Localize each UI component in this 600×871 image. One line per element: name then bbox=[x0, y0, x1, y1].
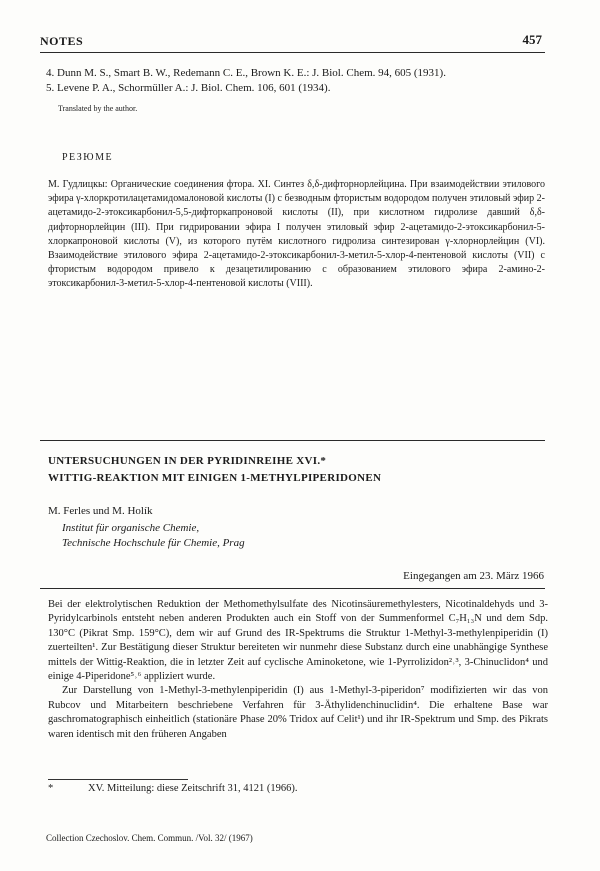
article-body bbox=[48, 598, 548, 742]
article-authors: M. Ferles und M. Holík bbox=[48, 505, 153, 517]
reference-5: 5. Levene P. A., Schormüller A.: J. Biol. Chem. 106, 601 (1934). bbox=[46, 82, 331, 94]
footnote bbox=[48, 783, 298, 794]
summary-heading: РЕЗЮМЕ bbox=[62, 152, 114, 163]
summary-paragraph bbox=[48, 178, 545, 292]
reference-4: 4. Dunn M. S., Smart B. W., Redemann C. E., Brown K. E.: J. Biol. Chem. 94, 605 (1931). bbox=[46, 67, 446, 79]
page-number: 457 bbox=[522, 32, 542, 47]
translation-note: Translated by the author. bbox=[58, 104, 138, 113]
affiliation-institute: Institut für organische Chemie, bbox=[62, 522, 200, 534]
summary-text: М. Гудлицкы: Органические соединения фтора. XI. Синтез δ,δ-дифторнорлейцина. При взаимодействии этилового эфира γ-хлоркротилацетамидомалоновой кислоты (I) с безводным фтористым водородом получен этиловый эфир 2-ацетамидо-2-этоксикарбонил-5,5-дифторкапроновой кислоты (II), при кислотном гидролизе давший δ,δ-дифторнорлейцин (III). При гидрировании эфира I получен этиловый эфир 2-ацетамидо-2-этоксикарбонил-5-хлоркапроновой кислоты (V), из которого путём кислотного гидролиза синтезирован γ-хлорнорлейцин (VI). Взаимодействие этилового эфира 2-ацетамидо-2-этоксикарбонил-3-метил-5-хлор-4-пентеновой кислоты (VII) с фтористым водородом привело к дезацетилированию с образованием этилового эфира 2-амино-2-этоксикарбонил-3-метил-5-хлор-4-пентеновой кислоты (VIII). bbox=[48, 179, 545, 290]
affiliation-school: Technische Hochschule für Chemie, Prag bbox=[62, 537, 245, 549]
article-title-line2: WITTIG-REAKTION MIT EINIGEN 1-METHYLPIPERIDONEN bbox=[48, 472, 382, 484]
body-paragraph-2: Zur Darstellung von 1-Methyl-3-methylenpiperidin (I) aus 1-Methyl-3-piperidon⁷ modifizierten wir das von Rubcov und Mitarbeitern beschriebene Verfahren für 3-Äthylidenchinuclidin⁴. Die erhaltene Base war gaschromatographisch einheitlich (stationäre Phase 20% Tridox auf Celit¹) und ihr IR-Spektrum und Smp. des Pikrats waren identisch mit den früheren Angaben bbox=[48, 685, 548, 740]
section-header: NOTES bbox=[40, 34, 84, 48]
body-paragraph-1: Bei der elektrolytischen Reduktion der Methomethylsulfate des Nicotinsäuremethylesters, Nicotinaldehyds und 3-Pyridylcarbinols entsteht neben anderen Produkten auch ein Stoff von der Summenformel C₇H₁₃N und dem Sdp. 130°C (Pikrat Smp. 159°C), dem wir auf Grund des IR-Spektrums die Struktur 1-Methyl-3-methylenpiperidin (I) zuerteilten¹. Zur Bestätigung dieser Struktur bereiteten wir nunmehr diese Substanz durch eine unabhängige Synthese mittels der Wittig-Reaktion, die in letzter Zeit auf cyclische Aminoketone, wie 1-Pyrrolizidon²˒³, 3-Chinuclidon⁴ und einige 4-Piperidone⁵˒⁶ appliziert wurde. bbox=[48, 599, 548, 683]
footnote-text: XV. Mitteilung: diese Zeitschrift 31, 4121 (1966). bbox=[88, 783, 298, 794]
header-rule bbox=[40, 52, 545, 53]
article-separator-rule bbox=[40, 440, 545, 441]
article-title-line1: UNTERSUCHUNGEN IN DER PYRIDINREIHE XVI.* bbox=[48, 455, 327, 467]
body-top-rule bbox=[40, 588, 545, 589]
footnote-rule bbox=[48, 779, 188, 780]
received-date: Eingegangen am 23. März 1966 bbox=[403, 570, 544, 582]
journal-colophon: Collection Czechoslov. Chem. Commun. /Vol. 32/ (1967) bbox=[46, 833, 253, 843]
footnote-marker: * bbox=[48, 783, 54, 794]
